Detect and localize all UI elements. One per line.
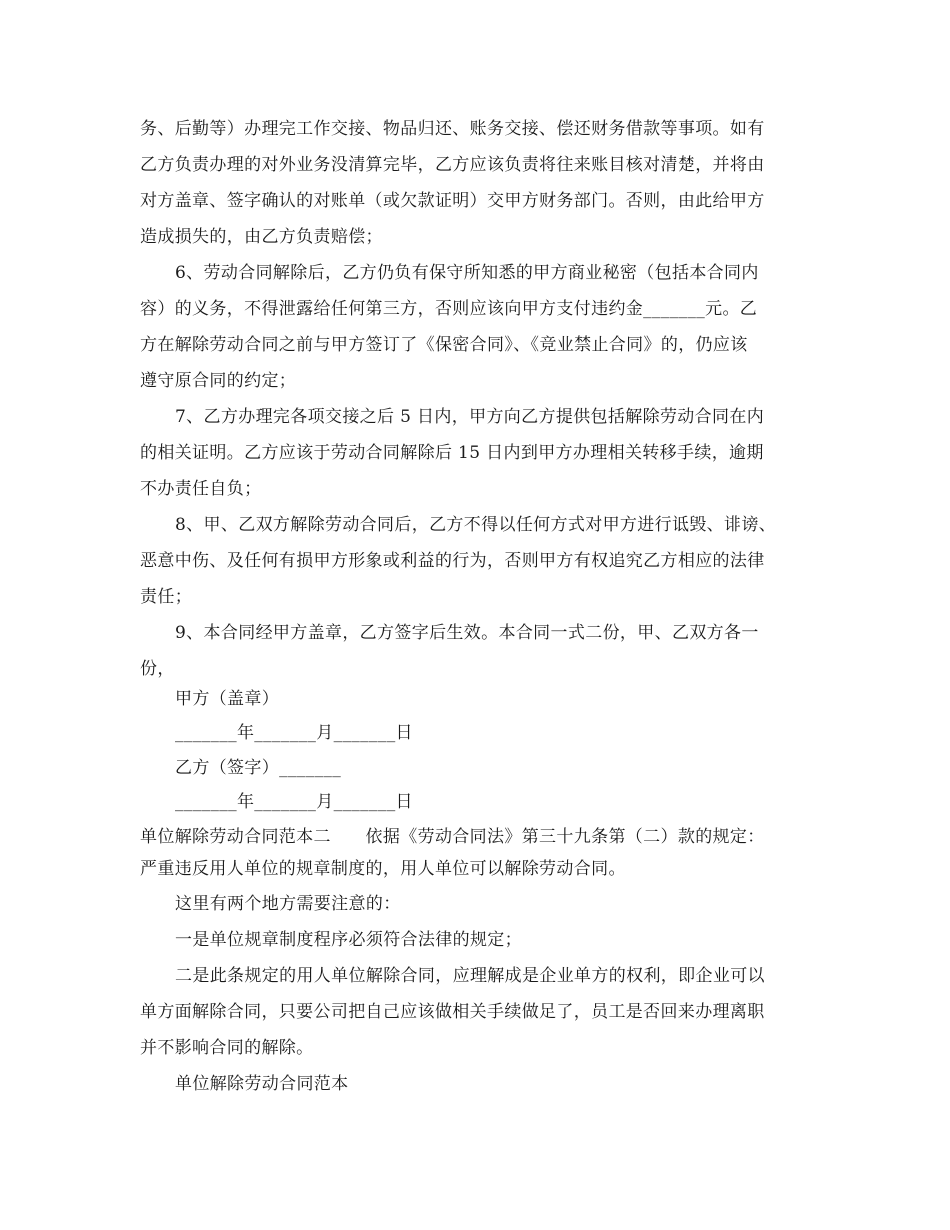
- party-b-date: _______年_______月_______日: [175, 792, 413, 812]
- paragraph-line: 份，: [140, 659, 175, 679]
- paragraph-line: 遵守原合同的约定；: [140, 371, 297, 391]
- paragraph-line: 的相关证明。乙方应该于劳动合同解除后 15 日内到甲方办理相关转移手续，逾期: [140, 443, 764, 463]
- party-a-seal: 甲方（盖章）: [175, 689, 280, 709]
- section-heading: 单位解除劳动合同范本二 依据《劳动合同法》第三十九条第（二）款的规定：: [140, 827, 765, 847]
- clause-8: 8、甲、乙双方解除劳动合同后，乙方不得以任何方式对甲方进行诋毁、诽谤、: [175, 515, 777, 535]
- clause-9: 9、本合同经甲方盖章，乙方签字后生效。本合同一式二份，甲、乙双方各一: [175, 623, 759, 643]
- paragraph-line: 并不影响合同的解除。: [140, 1038, 314, 1058]
- party-a-date: _______年_______月_______日: [175, 723, 413, 743]
- party-b-signature: 乙方（签字）_______: [175, 758, 342, 778]
- paragraph-line: 恶意中伤、及任何有损甲方形象或利益的行为，否则甲方有权追究乙方相应的法律: [140, 551, 765, 571]
- clause-7: 7、乙方办理完各项交接之后 5 日内，甲方向乙方提供包括解除劳动合同在内: [175, 407, 765, 427]
- paragraph-line: 单方面解除合同，只要公司把自己应该做相关手续做足了，员工是否回来办理离职: [140, 1002, 765, 1022]
- paragraph-line: 严重违反用人单位的规章制度的，用人单位可以解除劳动合同。: [140, 859, 626, 879]
- paragraph-line: 一是单位规章制度程序必须符合法律的规定；: [175, 930, 522, 950]
- paragraph-line: 方在解除劳动合同之前与甲方签订了《保密合同》、《竞业禁止合同》的，仍应该: [140, 335, 748, 355]
- clause-6: 6、劳动合同解除后，乙方仍负有保守所知悉的甲方商业秘密（包括本合同内: [175, 263, 759, 283]
- paragraph-line: 造成损失的，由乙方负责赔偿；: [140, 227, 383, 247]
- paragraph-line: 责任；: [140, 587, 193, 607]
- paragraph-line: 对方盖章、签字确认的对账单（或欠款证明）交甲方财务部门。否则，由此给甲方: [140, 191, 765, 211]
- section-title: 单位解除劳动合同范本: [175, 1074, 349, 1094]
- paragraph-line: 二是此条规定的用人单位解除合同，应理解成是企业单方的权利，即企业可以: [175, 966, 765, 986]
- paragraph-line: 务、后勤等）办理完工作交接、物品归还、账务交接、偿还财务借款等事项。如有: [140, 119, 765, 139]
- paragraph-line: 容）的义务，不得泄露给任何第三方，否则应该向甲方支付违约金_______元。乙: [140, 299, 758, 319]
- paragraph-line: 乙方负责办理的对外业务没清算完毕，乙方应该负责将往来账目核对清楚，并将由: [140, 155, 765, 175]
- paragraph-line: 这里有两个地方需要注意的：: [175, 894, 401, 914]
- paragraph-line: 不办责任自负；: [140, 479, 262, 499]
